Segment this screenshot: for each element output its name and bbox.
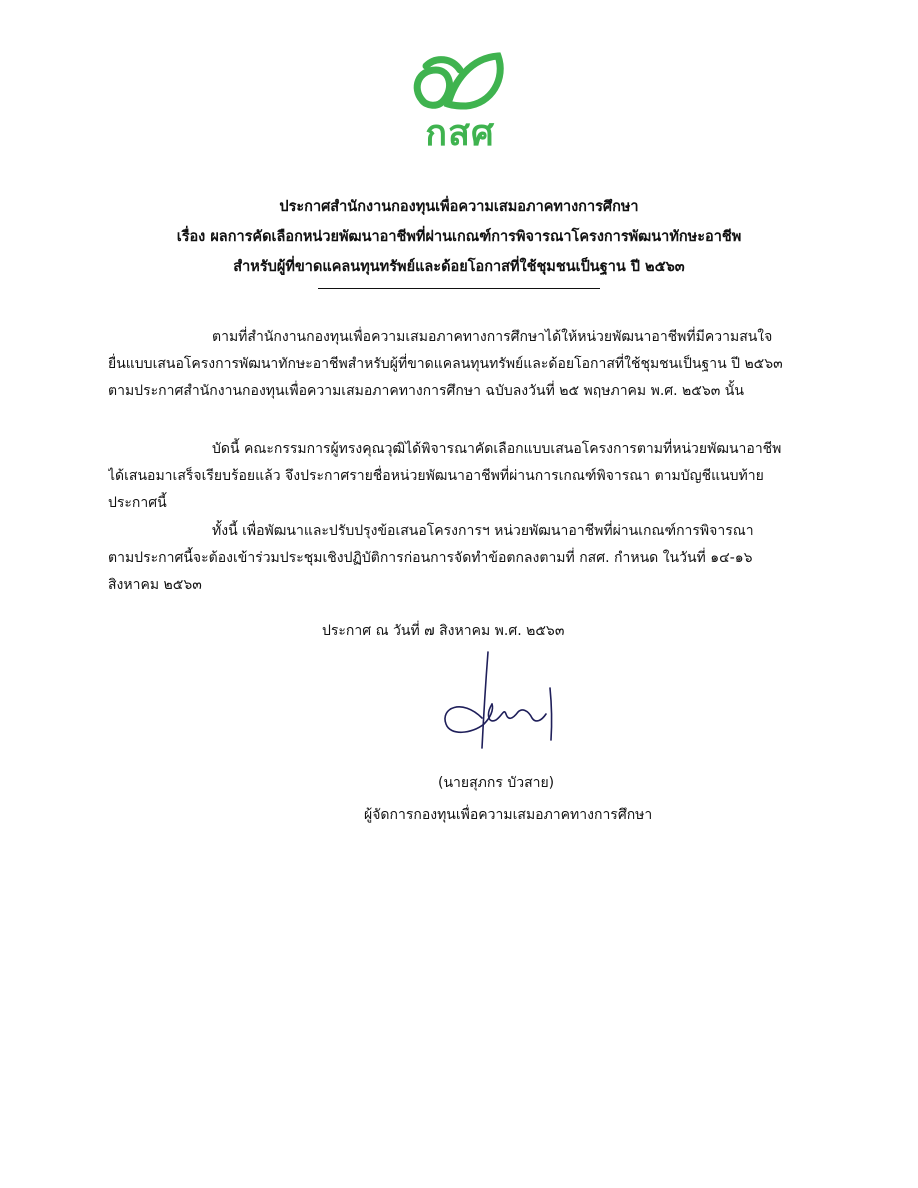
heading-line-1: ประกาศสำนักงานกองทุนเพื่อความเสมอภาคทางการศึกษา [279,199,639,215]
announcement-heading [40,192,878,282]
paragraph-1 [108,324,810,405]
paragraph-line: ตามประกาศสำนักงานกองทุนเพื่อความเสมอภาคทางการศึกษา ฉบับลงวันที่ ๒๕ พฤษภาคม พ.ศ. ๒๕๖๓ นั้น [108,383,744,399]
signer-title: ผู้จัดการกองทุนเพื่อความเสมอภาคทางการศึกษา [364,807,653,823]
signer-name: (นายสุภกร บัวสาย) [438,775,555,791]
paragraph-line: ตามที่สำนักงานกองทุนเพื่อความเสมอภาคทางการศึกษาได้ให้หน่วยพัฒนาอาชีพที่มีความสนใจ [212,329,773,345]
heading-line-3: สำหรับผู้ที่ขาดแคลนทุนทรัพย์และด้อยโอกาสที่ใช้ชุมชนเป็นฐาน ปี ๒๕๖๓ [233,259,685,275]
paragraph-line: สิงหาคม ๒๕๖๓ [108,577,202,593]
paragraph-line: ตามประกาศนี้จะต้องเข้าร่วมประชุมเชิงปฏิบัติการก่อนการจัดทำข้อตกลงตามที่ กสศ. กำหนด ในวันที่ ๑๔-๑๖ [108,550,753,566]
paragraph-line: ประกาศนี้ [108,495,167,511]
eef-logo [408,48,512,160]
leaf-sprout-icon [408,48,512,114]
paragraph-line: ทั้งนี้ เพื่อพัฒนาและปรับปรุงข้อเสนอโครงการฯ หน่วยพัฒนาอาชีพที่ผ่านเกณฑ์การพิจารณา [212,523,754,539]
paragraph-line: ยื่นแบบเสนอโครงการพัฒนาทักษะอาชีพสำหรับผู้ที่ขาดแคลนทุนทรัพย์และด้อยโอกาสที่ใช้ชุมชนเป็นฐาน ปี ๒๕๖๓ [108,356,783,372]
logo-text: กสศ [425,113,495,154]
handwritten-signature [432,648,562,758]
paragraph-line: ได้เสนอมาเสร็จเรียบร้อยแล้ว จึงประกาศรายชื่อหน่วยพัฒนาอาชีพที่ผ่านการเกณฑ์พิจารณา ตามบัญชีแนบท้าย [108,468,764,484]
paragraph-3 [108,518,810,599]
paragraph-line: บัดนี้ คณะกรรมการผู้ทรงคุณวุฒิได้พิจารณาคัดเลือกแบบเสนอโครงการตามที่หน่วยพัฒนาอาชีพ [212,441,782,457]
heading-underline [318,288,600,289]
announcement-date: ประกาศ ณ วันที่ ๗ สิงหาคม พ.ศ. ๒๕๖๓ [322,623,565,639]
paragraph-2 [108,436,810,517]
heading-line-2: เรื่อง ผลการคัดเลือกหน่วยพัฒนาอาชีพที่ผ่านเกณฑ์การพิจารณาโครงการพัฒนาทักษะอาชีพ [176,229,742,245]
